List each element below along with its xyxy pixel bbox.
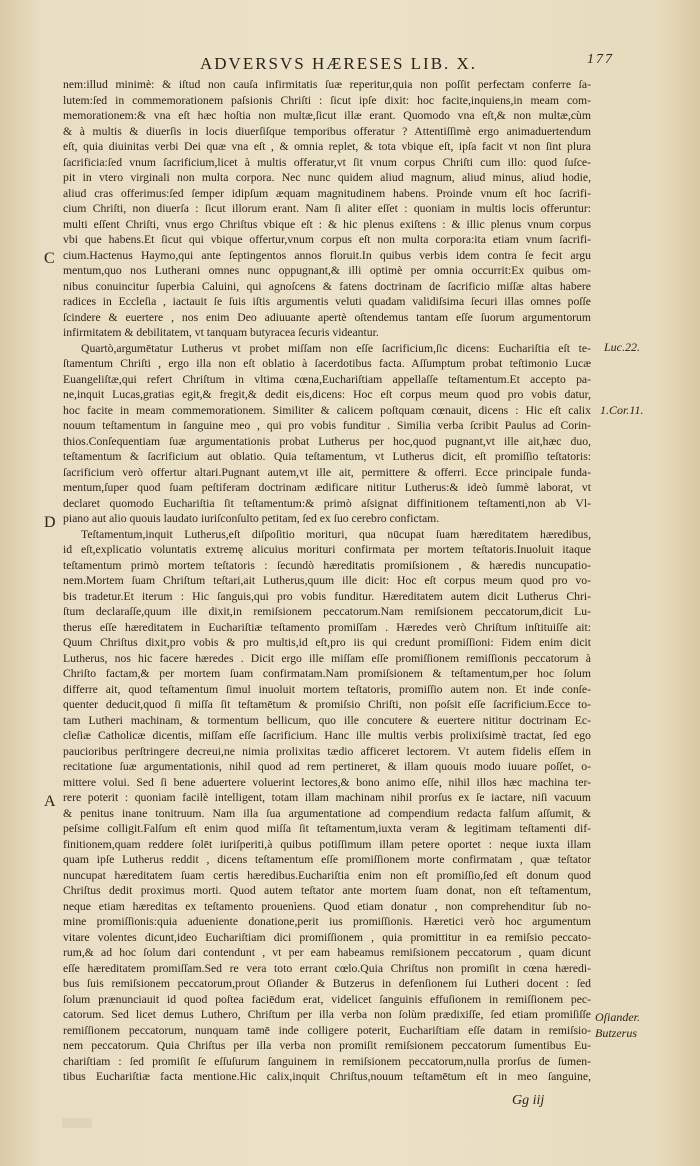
- text-line: cium Chriſti, non diuerſa : ſicut illorum erant. Nam ſi aliter eſſet : quoniam in multis locis offeruntur:: [63, 202, 591, 215]
- margin-note-luke: Luc.22.: [604, 340, 640, 354]
- text-line: catorum. Sed licet demus Luthero, Chriſtum per illa verba non ſolùm prædixiſſe, ſed etiam promiſiſſe: [63, 1008, 591, 1021]
- text-line: mittere volui. Sed ſi bene aduertere voluerint lectores,& bono animo eſſe, nihil illos hæc machina ter-: [63, 775, 591, 789]
- text-line: Quum Chriſtus dixit,pro vobis & pro multis,id eſt,pro iis qui credunt promiſſioni: Fidem enim dicit: [63, 636, 591, 649]
- text-line: multi eſſent Chriſti, vnus ergo Chriſtus vbique eſt : & hic plenus exiſtens : & illic plenus vnum corpus: [63, 217, 591, 231]
- faded-mark: [62, 1118, 92, 1128]
- text-line: & à multis & diuerſis in locis diuerſiſque temporibus offeratur ? Attentiſſimè ergo animaduertendum: [63, 124, 591, 138]
- text-line: ſtum declaraſſe,quum ille dixit,in remiſsionem peccatorum.Nam remiſsionem peccatorum,dicit Lu-: [63, 605, 591, 618]
- text-line: eſſe hæreditatem promiſſam.Sed re vera toto errant cœlo.Quia Chriſtus non promiſit in cœna hæredi-: [63, 961, 591, 975]
- text-line: cium.Hactenus Haymo,qui ante ſeptingentos annos floruit.In quibus verbis idem contra ſe fecit argu: [63, 248, 591, 262]
- margin-note-butzerus: Butzerus: [595, 1026, 637, 1040]
- section-marker-d: D: [44, 514, 56, 531]
- text-line: Chriſtus dedit proximus morti. Quod autem teſtator ante mortem ſuam donat, non eſt teſtamentum,: [63, 884, 591, 897]
- text-line: vbi que habens.Et ſicut qui vbique offertur,vnum corpus eſt non multa corpora:ita etiam vnum ſacrifi-: [63, 233, 591, 246]
- text-line: Lutherus, nos hic facere hæredes . Dicit ergo ille miſſam eſſe promiſſionem remiſſionis peccatorum à: [63, 651, 591, 665]
- page-number: 177: [587, 52, 614, 67]
- text-line: ſtamentum Chriſti , ergo illa non eſt oblatio à ſacerdotibus facta. Aſſumptum probat teſtimonio Lucæ: [63, 357, 591, 370]
- text-line: hoc facite in meam commemorationem. Similiter & calicem poſtquam cœnauit, dicens : Hic eſt calix: [63, 403, 591, 417]
- text-line: cleſiæ Catholicæ dicentis, miſſam eſſe ſacrificium. Hanc ille multis verbis prolixiſsimè tractat, ſed ego: [63, 729, 591, 742]
- text-line: memorationem:& vna eſt hæc hoſtia non multæ,ſicut illæ erant. Quomodo vna eſt,& non multæ,cùm: [63, 109, 591, 122]
- text-line: Euangeliſtæ,qui refert Chriſtum in vltima cœna,Euchariſtiam appellaſſe teſtamentum.Et accepto pa-: [63, 372, 591, 386]
- text-line: rere poterit : quoniam facilè intelligent, totam illam machinam nihil prorſus ex ſe iactare, niſi vacuum: [63, 791, 591, 804]
- text-line: chariſtiam : ſed promiſit ſe eſſuſurum ſanguinem in remiſsionem peccatorum,nulla prorſus de ſumen-: [63, 1054, 591, 1068]
- text-line: quenter deducit,quod ſi miſſa ſit teſtamētum & promiſsio Chriſti, non poſsit eſſe ſacrificium.Ecce to-: [63, 698, 591, 711]
- text-line: differre ait, quod teſtamentum ſimul inuoluit mortem teſtatoris, promiſſio autem non. Et inde conſe-: [63, 682, 591, 696]
- text-line: remiſſionem peccatorum, nunquam tamē inde colligere poterit, Euchariſtiam eſſe datam in remiſsio-: [63, 1023, 591, 1037]
- margin-note-osiander: Oſiander.: [595, 1010, 640, 1024]
- text-line: nem.Mortem ſuam Chriſtum teſtari,ait Lutherus,quum ille dicit: Hoc eſt corpus meum quod pro vo-: [63, 574, 591, 587]
- text-line: tam Lutheri machinam, & tormentum bellicum, quo ille concutere & euertere nititur doctrinam Ec-: [63, 713, 591, 727]
- text-line: Quartò,argumētatur Lutherus vt probet miſſam non eſſe ſacrificium,ſic dicens: Euchariſtia eſt te-: [81, 341, 591, 355]
- text-line: neque etiam hæreditas ex teſtamento prouenìens. Quod etiam donatur , non comprehenditur ſub no-: [63, 899, 591, 913]
- text-line: mine promiſſionis:quia adueniente donatione,perit ius promiſſionis. Hæretici verò hoc argumentum: [63, 915, 591, 928]
- text-line: rum,& ad hoc ſolum dari contendunt , vt per eam habeamus remiſsionem peccatorum , quam dicunt: [63, 946, 591, 959]
- section-marker-a: A: [44, 793, 56, 810]
- text-line: bis tradetur.Et iterum : Hic ſanguis,qui pro vobis funditur. Hæreditatem autem dicit Lutherus Chri-: [63, 589, 591, 603]
- text-line: mentum,quo nos Lutherani omnes nunc oppugnant,& illi optimè per omnia occurrit:Ex quibus om-: [63, 264, 591, 277]
- text-line: paucioribus perſtringere decreui,ne nimia prolixitas tædio afficeret lectorem. Vt autem fidelis eſſem in: [63, 744, 591, 758]
- text-line: pit in vtero virginali non multa corpora. Nec nunc quidem aliud magnum, aliud minus, aliud hodie,: [63, 171, 591, 184]
- text-line: ſacrificia:ſed vnum ſacrificium,licet à multis offeratur,vt ſit vnum corpus Chriſti cum illo: quod ſuſce-: [63, 155, 591, 169]
- text-line: peſsime colligit.Falſum eſt enim quod miſſa ſit teſtamentum,iuxta veram & legitimam teſtamenti dif-: [63, 822, 591, 835]
- text-line: Chriſto factam,& per mortem ſuam confirmatam.Nam promiſsionem & teſtamentum,per hoc ſolum: [63, 667, 591, 680]
- text-line: Teſtamentum,inquit Lutherus,eſt diſpoſitio morituri, qua nūcupat ſuam hæreditatem hæredibus,: [81, 527, 591, 541]
- text-line: lutem:ſed in commemorationem paſsionis Chriſti : ſicut ipſe dixit: hoc facite,inquiens,in meam com-: [63, 93, 591, 107]
- text-line: & penitus inane tonitruum. Nam illa ſua argumentatione ad compendium redacta falſum aſſumit, &: [63, 806, 591, 820]
- text-line: mentum,ſuper quod ſuam peſtiferam doctrinam ædificare nititur Lutherus:& ideò ſummè laborat, vt: [63, 481, 591, 494]
- text-line: nibus conuincitur ſuperbia Caluini, qui agnoſcens & fatens doctrinam de ſacrificio miſſæ altas habere: [63, 279, 591, 293]
- body-text: [63, 77, 591, 1085]
- text-line: ſolum prænunciauit id quod poſtea faciēdum erat, videlicet ſanguinis effuſionem in remiſſionem pec-: [63, 992, 591, 1006]
- text-line: quam ipſe Lutherus reddit , dicens teſtamentum eſſe promiſſionem morte confirmatam , quæ teſtator: [63, 853, 591, 866]
- text-line: finitionem,quam reddere ſolēt iuriſperiti,à quibus potiſſimum illam petere oportet : neque iuxta illam: [63, 837, 591, 851]
- text-line: declaret quomodo Euchariſtia ſit teſtamentum:& primò aſsignat diffinitionem teſtamenti,non ab Vl-: [63, 496, 591, 510]
- text-line: vitare volentes dicunt,ideo Euchariſtiam dici promiſſionem , quia promittitur in ea remiſsio peccato-: [63, 930, 591, 944]
- text-line: nouum teſtamentum in ſanguine meo , qui pro vobis funditur . Similia verba ſcribit Paulus ad Corin-: [63, 419, 591, 432]
- text-line: teſtamentum & ſacrificium aut oblatio. Quia teſtamentum, vt Lutherus dicit, eſt promiſſio teſtatoris:: [63, 450, 591, 463]
- text-line: aliud cras offerimus:ſed ſemper idipſum æquam magnitudinem habens. Proinde vnum eſt hoc ſacrifi-: [63, 186, 591, 200]
- page-header: [200, 52, 614, 78]
- text-line: nem peccatorum. Quia Chriſtus per illa verba non promiſit remiſsionem peccatorum ſumentibus Eu-: [63, 1039, 591, 1052]
- text-line: recitatione ſuæ argumentationis, nihil quod ad rem pertineret, & illam quouis modo iuuare poſſet, o-: [63, 760, 591, 773]
- text-line: teſtamentum primò mortem teſtatoris : ſecundò hæreditatis promiſsionem , & hæredis nuncupatio-: [63, 558, 591, 572]
- text-line: eſt, quia diuinitas verbi Dei quæ vna eſt , & omnia replet, & tota vbique eſt, ipſa facit vt non ſint plura: [63, 140, 591, 153]
- margin-note-corinthians: 1.Cor.11.: [600, 403, 644, 417]
- text-line: ſacrificium verò offertur altari.Pugnant autem,vt ille ait, permittere & offerri. Ecce principale funda-: [63, 465, 591, 479]
- text-line: nuncupat hæreditatem ſuam certis hæredibus.Euchariſtia enim non eſt promiſſio,ſed eſt donum quod: [63, 868, 591, 882]
- signature-mark: Gg iij: [512, 1093, 545, 1108]
- running-head: ADVERSVS HÆRESES LIB. X.: [200, 54, 478, 73]
- text-line: id eſt,explicatio voluntatis extremę alicuius morituri confirmata per mortem teſtatoris.Inuoluit itaque: [63, 543, 591, 556]
- section-marker-c: C: [44, 250, 55, 267]
- text-line: tibus Euchariſtiæ facta mentione.Hic calix,inquit Chriſtus,nouum teſtamētum eſt in meo ſanguine,: [63, 1070, 591, 1083]
- text-line: bus ſuis remiſsionem peccatorum,prout Oſiander & Butzerus in defenſionem ſui Lutheri docent : ſed: [63, 977, 591, 990]
- text-line: therus eſſe hæreditatem in Euchariſtiæ teſtamento promiſſam . Hæredes verò Chriſtum inſtituiſſe ait:: [63, 620, 591, 634]
- text-line: ſcindere & euertere , nos enim Deo adiuuante apertè oſtendemus tantam eſſe ſuorum argumentorum: [63, 310, 591, 324]
- text-line: infirmitatem & debilitatem, vt tanquam butyracea ſecuris videantur.: [63, 326, 379, 339]
- text-line: thios.Conſequentiam ſuæ argumentationis probat Lutherus per hoc,quod pugnant,vt ille ait,hæc duo,: [63, 434, 591, 448]
- text-line: nem:illud minimè: & iſtud non cauſa infirmitatis ſuæ reperitur,quia non poſſit perfectam conferre ſa-: [63, 78, 591, 91]
- text-line: ne,inquit Lucas,gratias egit,& fregit,& dedit eis,dicens: Hoc eſt corpus meum quod pro vobis datur,: [63, 388, 591, 401]
- text-line: radices in Eccleſia , iactauit ſe ſuis iſtis argumentis veluti quadam validiſsima ſecuri illas omnes poſſe: [63, 295, 591, 308]
- text-line: piano aut alio quouis laudato iuriſconſulto petitam, ſed ex ſuo cerebro confictam.: [63, 512, 440, 525]
